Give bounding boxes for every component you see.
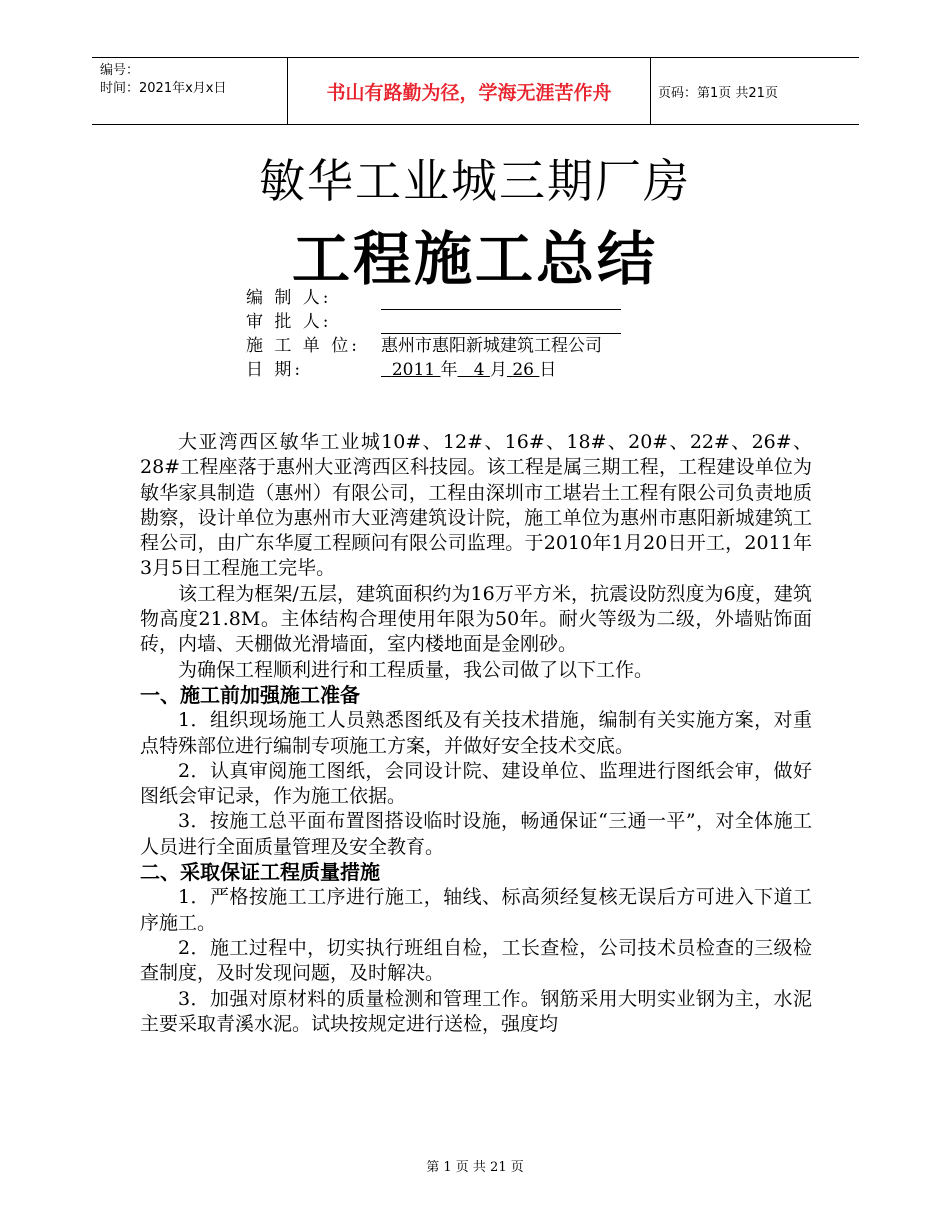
title-line-2: 工程施工总结: [291, 225, 658, 293]
date-month-suffix: 月: [489, 360, 507, 380]
title-line-1: 敏华工业城三期厂房: [259, 154, 691, 208]
header-divider: [650, 58, 651, 124]
reviewer-label: 审 批 人:: [246, 312, 332, 332]
list-item: 1．严格按施工工序进行施工，轴线、标高须经复核无误后方可进入下道工序施工。: [140, 886, 812, 934]
editor-blank: [381, 292, 621, 310]
date-day-suffix: 日: [539, 360, 557, 380]
date-label: 日 期:: [246, 360, 304, 380]
page-footer: 第 1 页 共 21 页: [426, 1160, 524, 1175]
section-heading: 二、采取保证工程质量措施: [140, 860, 380, 885]
list-item: 3．按施工总平面布置图搭设临时设施，畅通保证“三通一平”，对全体施工人员进行全面质量管理及安全教育。: [140, 810, 812, 858]
section-heading: 一、施工前加强施工准备: [140, 682, 360, 707]
header-table: [92, 57, 859, 125]
date-year-suffix: 年: [440, 360, 458, 380]
body-text: [140, 430, 812, 1037]
list-item: 2．施工过程中，切实执行班组自检，工长查检，公司技术员检查的三级检查制度，及时发现问题，及时解决。: [140, 936, 812, 985]
paragraph: 为确保工程顺利进行和工程质量，我公司做了以下工作。: [178, 658, 654, 681]
meta-block: [246, 286, 621, 382]
date-day: 26: [512, 360, 534, 380]
list-item: 2．认真审阅施工图纸，会同设计院、建设单位、监理进行图纸会审，做好图纸会审记录，作为施工依据。: [140, 759, 812, 808]
reviewer-row: [246, 310, 621, 334]
page-info: 页码：第1页 共21页: [658, 85, 778, 101]
motto: 书山有路勤为径，学海无涯苦作舟: [326, 81, 612, 104]
date-year: 2011: [391, 360, 436, 380]
time-label: 时间：2021年x月x日: [100, 81, 227, 96]
unit-value: 惠州市惠阳新城建筑工程公司: [381, 336, 602, 356]
header-left: [100, 62, 226, 98]
date-month: 4: [473, 360, 485, 380]
editor-label: 编 制 人:: [246, 288, 332, 308]
list-item: 1．组织现场施工人员熟悉图纸及有关技术措施，编制有关实施方案，对重点特殊部位进行编制专项施工方案，并做好安全技术交底。: [140, 709, 812, 757]
editor-row: [246, 286, 621, 310]
date-row: [246, 358, 621, 382]
unit-row: [246, 334, 621, 358]
paragraph: 大亚湾西区敏华工业城10#、12#、16#、18#、20#、22#、26#、28#工程座落于惠州大亚湾西区科技园。该工程是属三期工程，工程建设单位为敏华家具制造（惠州）有限公司，工程由深圳市工堪岩土工程有限公司负责地质勘察，设计单位为惠州市大亚湾建筑设计院，施工单位为惠州市惠阳新城建筑工程公司，由广东华厦工程顾问有限公司监理。于2010年1月20日开工，2011年3月5日工程施工完毕。: [140, 431, 812, 580]
paragraph: 该工程为框架/五层，建筑面积约为16万平方米，抗震设防烈度为6度，建筑物高度21.8M。主体结构合理使用年限为50年。耐火等级为二级，外墙贴饰面砖，内墙、天棚做光滑墙面，室内楼地面是金刚砂。: [140, 582, 812, 656]
unit-label: 施 工 单 位:: [246, 336, 360, 356]
list-item: 3．加强对原材料的质量检测和管理工作。钢筋采用大明实业钢为主，水泥主要采取青溪水泥。试块按规定进行送检，强度均: [140, 987, 812, 1035]
reviewer-blank: [381, 316, 621, 334]
number-label: 编号：: [100, 63, 140, 78]
